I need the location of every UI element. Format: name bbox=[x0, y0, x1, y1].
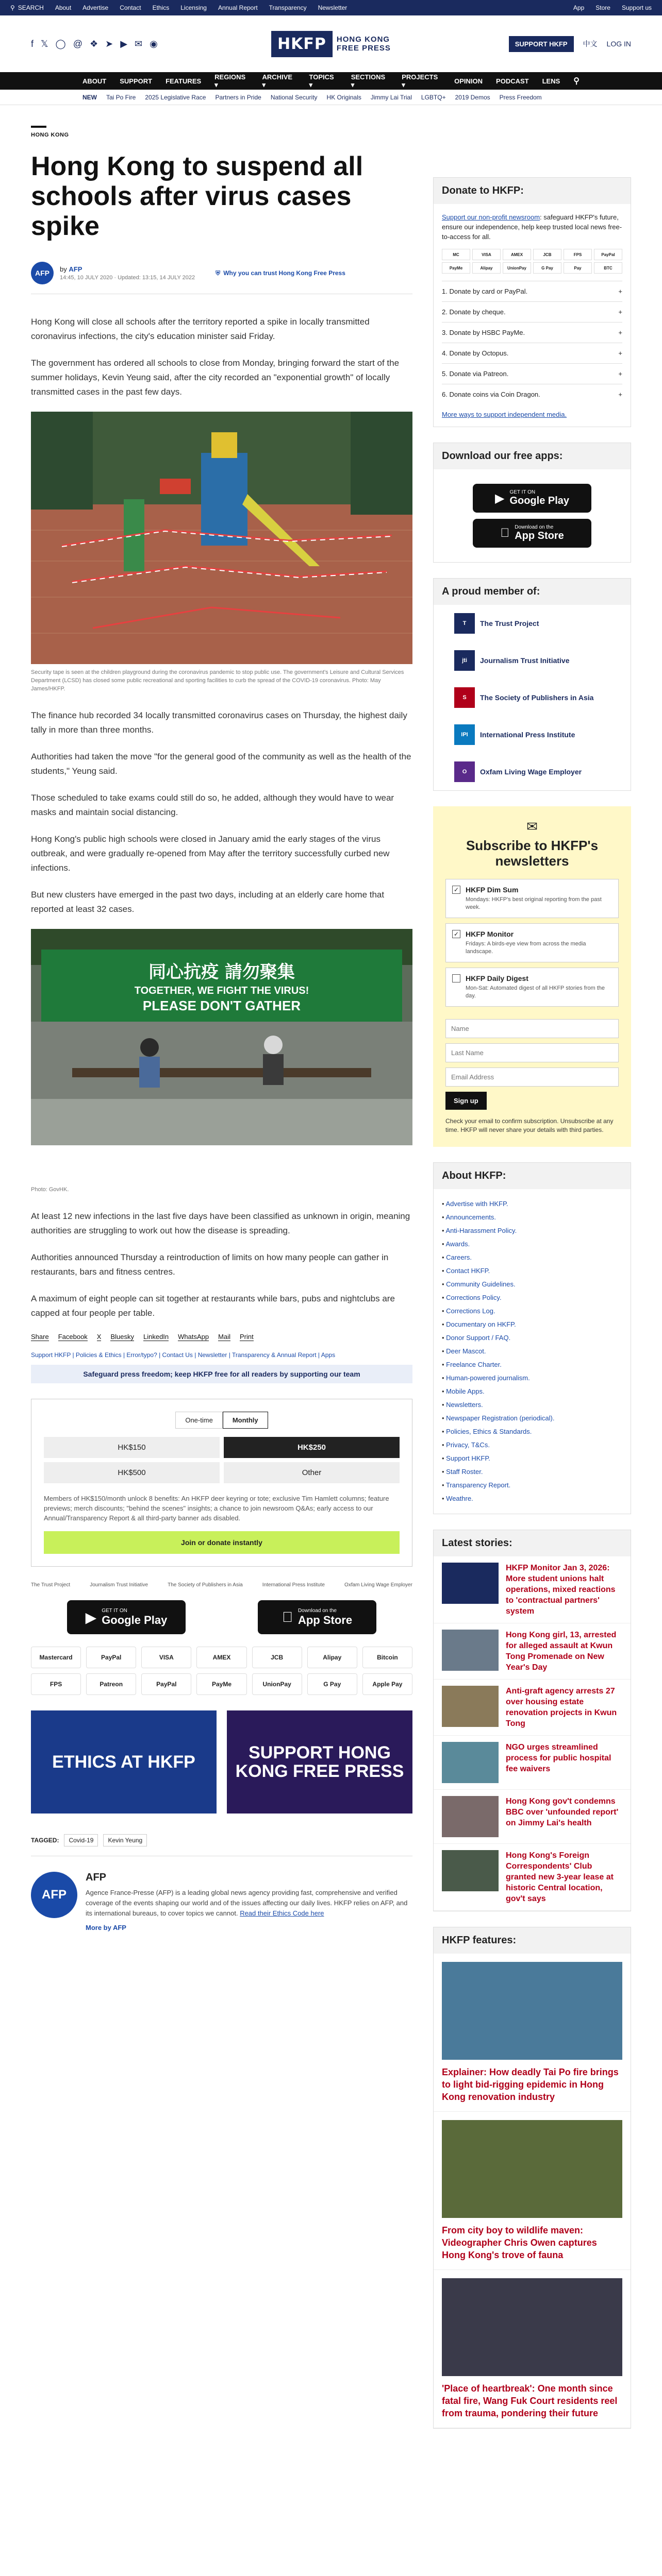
latest-stories-widget bbox=[433, 1530, 631, 1911]
nav-topics[interactable]: TOPICS ▾ bbox=[309, 73, 334, 89]
sub-nav-item[interactable]: Press Freedom bbox=[499, 93, 542, 101]
about-link[interactable]: • Staff Roster. bbox=[442, 1465, 622, 1479]
apple-icon bbox=[282, 1609, 293, 1625]
plus-icon: + bbox=[618, 370, 622, 378]
site-header bbox=[0, 15, 662, 72]
payment-logo[interactable]: Bitcoin bbox=[362, 1647, 412, 1668]
donate-option[interactable]: 4. Donate by Octopus. + bbox=[442, 343, 622, 363]
envelope-icon: ✉ bbox=[526, 819, 538, 834]
feature-image bbox=[442, 2120, 622, 2218]
latest-story[interactable]: HKFP Monitor Jan 3, 2026: More student unions halt operations, mixed reactions to 'contractual partners' system bbox=[434, 1556, 631, 1623]
feature-story[interactable]: From city boy to wildlife maven: Videographer Chris Owen captures Hong Kong's trove of fauna bbox=[434, 2112, 631, 2270]
card-logo: UnionPay bbox=[503, 262, 531, 274]
about-link[interactable]: • Anti-Harassment Policy. bbox=[442, 1224, 622, 1238]
latest-story[interactable]: Hong Kong gov't condemns BBC over 'unfounded report' on Jimmy Lai's health bbox=[434, 1790, 631, 1844]
share-links bbox=[31, 1333, 412, 1341]
payment-logo[interactable]: Apple Pay bbox=[362, 1673, 412, 1695]
amount-option[interactable]: HK$500 bbox=[44, 1462, 220, 1483]
article-photo-banner bbox=[31, 929, 412, 1181]
newsletter-widget bbox=[433, 806, 631, 1147]
partner-logo[interactable]: Journalism Trust Initiative bbox=[90, 1582, 148, 1588]
widget-title: Download our free apps: bbox=[434, 443, 631, 469]
amount-option-selected[interactable]: HK$250 bbox=[224, 1437, 400, 1458]
top-link-newsletter[interactable]: Newsletter bbox=[318, 4, 347, 11]
sign-text-chinese: 同心抗疫 請勿聚集 bbox=[148, 961, 295, 982]
share-mail[interactable]: Mail bbox=[218, 1333, 230, 1341]
paragraph: At least 12 new infections in the last five days have been classified as unknown in origin, meaning authorities are struggling to work out how the disease is spreading. bbox=[31, 1211, 410, 1235]
donate-option[interactable]: 5. Donate via Patreon. + bbox=[442, 363, 622, 384]
ethics-banner[interactable]: ETHICS AT HKFP bbox=[31, 1710, 217, 1814]
x-icon[interactable]: 𝕏 bbox=[41, 38, 48, 49]
tagged-label: TAGGED: bbox=[31, 1837, 59, 1844]
article-footer-links[interactable]: Support HKFP | Policies & Ethics | Error/typo? | Contact Us | Newsletter | Transparency & Annual Report | Apps bbox=[31, 1351, 336, 1359]
paragraph: The government has ordered all schools to close from Monday, bringing forward the start of the summer holidays, Kevin Yeung said, after the city recorded an "exponential growth" of locally transmitted cases in the past few days. bbox=[31, 358, 400, 397]
paragraph: Authorities had taken the move "for the general good of the community as well as the health of the students," Yeung said. bbox=[31, 752, 411, 776]
about-link[interactable]: • Privacy, T&Cs. bbox=[442, 1438, 622, 1452]
nav-search-icon[interactable]: ⚲ bbox=[573, 77, 580, 86]
sub-nav-item[interactable]: Jimmy Lai Trial bbox=[370, 93, 412, 101]
member-logo[interactable]: IPI International Press Institute bbox=[434, 716, 631, 753]
search-icon: ⚲ bbox=[10, 4, 15, 11]
payment-methods bbox=[31, 1647, 412, 1695]
paragraph: Those scheduled to take exams could still do so, he added, although they would have to wear masks and maintain social distancing. bbox=[31, 793, 394, 817]
newsletter-option[interactable]: ✓ HKFP Dim Sum Mondays: HKFP's best original reporting from the past week. bbox=[445, 879, 619, 918]
threads-icon[interactable]: @ bbox=[73, 38, 82, 49]
payment-logo[interactable]: JCB bbox=[252, 1647, 302, 1668]
author-box bbox=[31, 1872, 412, 1931]
more-ways-link[interactable]: More ways to support independent media. bbox=[442, 411, 567, 418]
sidebar-app-store-button[interactable]: Download on the App Store bbox=[473, 519, 591, 548]
payment-logo[interactable]: PayPal bbox=[141, 1673, 191, 1695]
byline bbox=[31, 262, 412, 294]
logo-mark: HKFP bbox=[271, 31, 333, 57]
payment-logo[interactable]: G Pay bbox=[307, 1673, 357, 1695]
sub-nav-item[interactable]: LGBTQ+ bbox=[421, 93, 446, 101]
feature-story[interactable]: 'Place of heartbreak': One month since fatal fire, Wang Fuk Court residents reel from trauma, pondering their future bbox=[434, 2270, 631, 2428]
newsletter-checkbox[interactable] bbox=[452, 974, 460, 982]
about-widget bbox=[433, 1162, 631, 1514]
main-nav bbox=[0, 72, 662, 90]
widget-title: Donate to HKFP: bbox=[434, 178, 631, 204]
features-widget bbox=[433, 1927, 631, 2429]
author-box-avatar[interactable]: AFP bbox=[31, 1872, 77, 1918]
more-by-author-link[interactable]: More by AFP bbox=[86, 1924, 126, 1931]
support-hkfp-button[interactable]: SUPPORT HKFP bbox=[509, 36, 574, 52]
nav-regions[interactable]: REGIONS ▾ bbox=[214, 73, 246, 89]
story-thumbnail bbox=[442, 1796, 499, 1837]
story-thumbnail bbox=[442, 1563, 499, 1604]
donate-widget: Donate to HKFP: Support our non-profit newsroom: safeguard HKFP's future, ensure our independence, help keep trusted local news free-to-access for all. MC VISA AMEX JCB FPS PayPal PayMe Alipay UnionPay G Pay Pay BTC 1. Donate by card or PayPal. + 2. Donate by cheque. + 3. Donate by HSBC PayMe. + 4. Donate by Octopus. + 5. Donate via Patreon. + 6. Donate coins via Coin Dragon. + More ways to support independent media. bbox=[433, 177, 631, 427]
language-link[interactable]: 中文 bbox=[583, 40, 598, 48]
top-search[interactable]: ⚲ SEARCH bbox=[10, 4, 44, 11]
top-link-licensing[interactable]: Licensing bbox=[180, 4, 207, 11]
about-link[interactable]: • Policies, Ethics & Standards. bbox=[442, 1425, 622, 1438]
partner-logo[interactable]: The Trust Project bbox=[31, 1582, 71, 1588]
article-photo-playground bbox=[31, 412, 412, 664]
trust-project-icon: T bbox=[454, 613, 475, 634]
name-input[interactable] bbox=[445, 1019, 619, 1038]
widget-title: Latest stories: bbox=[434, 1530, 631, 1556]
payment-logo[interactable]: PayMe bbox=[196, 1673, 246, 1695]
member-logo[interactable]: T The Trust Project bbox=[434, 605, 631, 642]
donate-option[interactable]: 2. Donate by cheque. + bbox=[442, 301, 622, 322]
ipi-icon: IPI bbox=[454, 724, 475, 745]
payment-logo[interactable]: FPS bbox=[31, 1673, 81, 1695]
paragraph: The finance hub recorded 34 locally transmitted coronavirus cases on Thursday, the highest daily tally in more than three months. bbox=[31, 710, 407, 735]
sidebar bbox=[433, 105, 631, 2444]
about-link[interactable]: • Contact HKFP. bbox=[442, 1264, 622, 1278]
widget-title: About HKFP: bbox=[434, 1163, 631, 1189]
apps-widget bbox=[433, 443, 631, 563]
story-thumbnail bbox=[442, 1850, 499, 1891]
top-link-annual-report[interactable]: Annual Report bbox=[218, 4, 258, 11]
paragraph: Hong Kong will close all schools after the territory reported a spike in locally transmitted coronavirus infections, the city's education minister said Friday. bbox=[31, 317, 370, 341]
nav-podcast[interactable]: PODCAST bbox=[496, 77, 529, 85]
about-link[interactable]: • Transparency Report. bbox=[442, 1479, 622, 1492]
payment-logo[interactable]: Mastercard bbox=[31, 1647, 81, 1668]
section-label[interactable]: HONG KONG bbox=[31, 132, 69, 138]
google-play-icon: ▶ bbox=[494, 491, 505, 505]
newsletter-checkbox[interactable]: ✓ bbox=[452, 930, 460, 938]
google-play-icon: ▶ bbox=[85, 1609, 97, 1625]
site-logo[interactable] bbox=[271, 31, 391, 57]
shield-icon: ⛨ bbox=[216, 269, 221, 277]
card-logo: MC bbox=[442, 249, 470, 260]
payment-logo[interactable]: AMEX bbox=[196, 1647, 246, 1668]
article bbox=[31, 105, 412, 2444]
payment-logo[interactable]: VISA bbox=[141, 1647, 191, 1668]
card-logo: VISA bbox=[472, 249, 501, 260]
card-logo: G Pay bbox=[533, 262, 561, 274]
story-thumbnail bbox=[442, 1742, 499, 1783]
card-logo: FPS bbox=[564, 249, 592, 260]
share-facebook[interactable]: Facebook bbox=[58, 1333, 88, 1341]
signup-button[interactable]: Sign up bbox=[445, 1092, 487, 1110]
about-link[interactable]: • Freelance Charter. bbox=[442, 1358, 622, 1371]
author-link[interactable]: AFP bbox=[69, 265, 82, 273]
about-link[interactable]: • Human-powered journalism. bbox=[442, 1371, 622, 1385]
card-logo: JCB bbox=[533, 249, 561, 260]
top-link-support[interactable]: Support us bbox=[621, 4, 652, 11]
top-link-transparency[interactable]: Transparency bbox=[269, 4, 307, 11]
promo-banners bbox=[31, 1710, 412, 1814]
about-link[interactable]: • Corrections Policy. bbox=[442, 1291, 622, 1304]
member-logo[interactable]: jti Journalism Trust Initiative bbox=[434, 642, 631, 679]
nav-opinion[interactable]: OPINION bbox=[454, 77, 483, 85]
story-thumbnail bbox=[442, 1630, 499, 1671]
sub-nav-item[interactable]: National Security bbox=[270, 93, 318, 101]
google-play-button[interactable]: ▶ GET IT ON Google Play bbox=[67, 1600, 186, 1634]
latest-story[interactable]: Hong Kong girl, 13, arrested for alleged assault at Kwun Tong Promenade on New Year's Day bbox=[434, 1623, 631, 1680]
nav-sections[interactable]: SECTIONS ▾ bbox=[351, 73, 386, 89]
jti-icon: jti bbox=[454, 650, 475, 671]
share-linkedin[interactable]: LinkedIn bbox=[143, 1333, 169, 1341]
sub-nav-item[interactable]: 2019 Demos bbox=[455, 93, 490, 101]
plus-icon: + bbox=[618, 287, 622, 295]
tag-chip[interactable]: Kevin Yeung bbox=[103, 1834, 147, 1846]
nav-projects[interactable]: PROJECTS ▾ bbox=[402, 73, 438, 89]
frequency-toggle bbox=[44, 1412, 400, 1429]
about-link[interactable]: • Weathre. bbox=[442, 1492, 622, 1505]
monthly-option[interactable]: Monthly bbox=[223, 1412, 268, 1429]
article-dates: 14:45, 10 JULY 2020 · Updated: 13:15, 14 JULY 2022 bbox=[60, 275, 195, 281]
payment-logo[interactable]: PayPal bbox=[86, 1647, 136, 1668]
story-thumbnail bbox=[442, 1686, 499, 1727]
nav-about[interactable]: ABOUT bbox=[82, 77, 107, 85]
plus-icon: + bbox=[618, 391, 622, 398]
newsletter-note: Check your email to confirm subscription. Unsubscribe at any time. HKFP will never share your details with third parties. bbox=[445, 1117, 614, 1133]
support-banner[interactable]: SUPPORT HONG KONG FREE PRESS bbox=[227, 1710, 412, 1814]
share-label: Share bbox=[31, 1333, 49, 1341]
email-icon[interactable]: ✉ bbox=[135, 38, 143, 49]
partner-logo[interactable]: The Society of Publishers in Asia bbox=[168, 1582, 243, 1588]
widget-title: A proud member of: bbox=[434, 579, 631, 605]
kicker-bar bbox=[31, 126, 46, 128]
share-print[interactable]: Print bbox=[239, 1333, 254, 1341]
apple-icon bbox=[500, 526, 509, 540]
payment-logo[interactable]: Patreon bbox=[86, 1673, 136, 1695]
card-logo: AMEX bbox=[503, 249, 531, 260]
sub-nav-new-label: NEW bbox=[82, 93, 97, 101]
sub-nav bbox=[0, 90, 662, 105]
sub-nav-item[interactable]: Tai Po Fire bbox=[106, 93, 136, 101]
sub-nav-item[interactable]: Partners in Pride bbox=[215, 93, 261, 101]
rss-icon[interactable]: ◉ bbox=[150, 38, 158, 49]
about-link[interactable]: • Community Guidelines. bbox=[442, 1278, 622, 1291]
support-newsroom-link[interactable]: Support our non-profit newsroom bbox=[442, 213, 540, 221]
plus-icon: + bbox=[618, 349, 622, 357]
email-input[interactable] bbox=[445, 1067, 619, 1087]
top-link-app[interactable]: App bbox=[573, 4, 585, 11]
about-link[interactable]: • Support HKFP. bbox=[442, 1452, 622, 1465]
photo-caption: Photo: GovHK. bbox=[31, 1187, 69, 1193]
latest-story[interactable]: NGO urges streamlined process for public hospital fee waivers bbox=[434, 1736, 631, 1790]
about-link[interactable]: • Mobile Apps. bbox=[442, 1385, 622, 1398]
share-x[interactable]: X bbox=[96, 1333, 102, 1341]
newsletter-option[interactable]: HKFP Daily Digest Mon-Sat: Automated digest of all HKFP stories from the day. bbox=[445, 968, 619, 1007]
nav-archive[interactable]: ARCHIVE ▾ bbox=[262, 73, 293, 89]
facebook-icon[interactable]: f bbox=[31, 38, 34, 49]
donation-box bbox=[31, 1399, 412, 1567]
partner-logo[interactable]: International Press Institute bbox=[262, 1582, 325, 1588]
sidebar-google-play-button[interactable]: ▶ GET IT ON Google Play bbox=[473, 484, 591, 513]
tags-row bbox=[31, 1834, 412, 1856]
join-donate-button[interactable]: Join or donate instantly bbox=[44, 1531, 400, 1554]
feature-story[interactable]: Explainer: How deadly Tai Po fire brings to light bid-rigging epidemic in Hong Kong renovation industry bbox=[434, 1954, 631, 2112]
about-link[interactable]: • Awards. bbox=[442, 1238, 622, 1251]
trust-link[interactable]: ⛨ Why you can trust Hong Kong Free Press bbox=[216, 269, 345, 277]
payment-logo[interactable]: UnionPay bbox=[252, 1673, 302, 1695]
one-time-option[interactable]: One-time bbox=[175, 1412, 222, 1429]
sub-nav-item[interactable]: 2025 Legislative Race bbox=[145, 93, 206, 101]
instagram-icon[interactable]: ◯ bbox=[55, 38, 66, 49]
card-logo: PayMe bbox=[442, 262, 470, 274]
donate-card-logos bbox=[442, 249, 622, 274]
top-link-ethics[interactable]: Ethics bbox=[152, 4, 170, 11]
about-link[interactable]: • Announcements. bbox=[442, 1211, 622, 1224]
feature-image bbox=[442, 1962, 622, 2060]
membership-description: Members of HK$150/month unlock 8 benefits: An HKFP deer keyring or tote; exclusive Tim Hamlett columns; feature previews; merch discounts; "behind the scenes" insights; a chance to join newsroom Q&As; early access to our Annual/Transparency Report & all third-party banner ads disabled. bbox=[44, 1495, 389, 1522]
card-logo: Pay bbox=[564, 262, 592, 274]
amount-option[interactable]: HK$150 bbox=[44, 1437, 220, 1458]
telegram-icon[interactable]: ➤ bbox=[105, 38, 113, 49]
plus-icon: + bbox=[618, 329, 622, 336]
donate-option[interactable]: 1. Donate by card or PayPal. + bbox=[442, 281, 622, 301]
oxfam-icon: O bbox=[454, 761, 475, 782]
safeguard-banner[interactable]: Safeguard press freedom; keep HKFP free for all readers by supporting our team bbox=[31, 1365, 412, 1383]
photo-caption: Security tape is seen at the children playground during the coronavirus pandemic to stop public use. The government's Leisure and Cultural Services Department (LCSD) has closed some public recreational and sporting facilities to curb the spread of the COVID-19 coronavirus. Photo: May James/HKFP. bbox=[31, 669, 404, 692]
youtube-icon[interactable]: ▶ bbox=[120, 38, 128, 49]
app-store-button[interactable]: Download on the App Store bbox=[258, 1600, 376, 1634]
about-link[interactable]: • Newsletters. bbox=[442, 1398, 622, 1412]
about-link[interactable]: • Corrections Log. bbox=[442, 1304, 622, 1318]
about-link[interactable]: • Advertise with HKFP. bbox=[442, 1197, 622, 1211]
top-link-contact[interactable]: Contact bbox=[120, 4, 141, 11]
newsletter-checkbox[interactable]: ✓ bbox=[452, 886, 460, 894]
donate-option[interactable]: 3. Donate by HSBC PayMe. + bbox=[442, 322, 622, 343]
donate-option[interactable]: 6. Donate coins via Coin Dragon. + bbox=[442, 384, 622, 404]
about-link[interactable]: • Donor Support / FAQ. bbox=[442, 1331, 622, 1345]
partner-logos bbox=[31, 1582, 412, 1588]
partner-logo[interactable]: Oxfam Living Wage Employer bbox=[344, 1582, 412, 1588]
top-link-advertise[interactable]: Advertise bbox=[82, 4, 109, 11]
top-utility-bar bbox=[0, 0, 662, 15]
sub-nav-item[interactable]: HK Originals bbox=[326, 93, 361, 101]
sopa-icon: S bbox=[454, 687, 475, 708]
share-whatsapp[interactable]: WhatsApp bbox=[178, 1333, 209, 1341]
social-links bbox=[31, 39, 158, 49]
top-link-store[interactable]: Store bbox=[595, 4, 610, 11]
ethics-code-link[interactable]: Read their Ethics Code here bbox=[240, 1909, 324, 1917]
nav-support[interactable]: SUPPORT bbox=[120, 77, 153, 85]
plus-icon: + bbox=[618, 308, 622, 316]
widget-title: HKFP features: bbox=[434, 1927, 631, 1954]
nav-lens[interactable]: LENS bbox=[542, 77, 560, 85]
amount-option-other[interactable]: Other bbox=[224, 1462, 400, 1483]
app-store-buttons bbox=[31, 1600, 412, 1634]
about-link[interactable]: • Careers. bbox=[442, 1251, 622, 1264]
member-widget bbox=[433, 578, 631, 791]
sign-text-english: TOGETHER, WE FIGHT THE VIRUS! bbox=[134, 985, 309, 996]
share-bluesky[interactable]: Bluesky bbox=[110, 1333, 134, 1341]
author-avatar[interactable]: AFP bbox=[31, 262, 54, 284]
playground-photo bbox=[31, 412, 412, 664]
byline-prefix: by bbox=[60, 265, 67, 273]
article-title: Hong Kong to suspend all schools after virus cases spike bbox=[31, 151, 363, 241]
author-box-name[interactable]: AFP bbox=[86, 1872, 106, 1883]
payment-logo[interactable]: Alipay bbox=[307, 1647, 357, 1668]
latest-story[interactable]: Anti-graft agency arrests 27 over housing estate renovation projects in Kwun Tong bbox=[434, 1680, 631, 1736]
latest-story[interactable]: Hong Kong's Foreign Correspondents' Club granted new 3-year lease at historic Central location, gov't says bbox=[434, 1844, 631, 1911]
author-bio: Agence France-Presse (AFP) is a leading global news agency providing fast, comprehensive and verified coverage of the events shaping our world and of the issues affecting our daily lives. HKFP relies on AFP, and its international bureaus, to cover topics we cannot. bbox=[86, 1889, 408, 1917]
card-logo: BTC bbox=[594, 262, 622, 274]
newsletter-option[interactable]: ✓ HKFP Monitor Fridays: A birds-eye view from across the media landscape. bbox=[445, 923, 619, 962]
sign-text-english-2: PLEASE DON'T GATHER bbox=[142, 997, 301, 1013]
paragraph: Authorities announced Thursday a reintroduction of limits on how many people can gather in restaurants, bars and fitness centres. bbox=[31, 1252, 389, 1277]
last-name-input[interactable] bbox=[445, 1043, 619, 1062]
login-link[interactable]: LOG IN bbox=[606, 40, 631, 48]
about-link[interactable]: • Deer Mascot. bbox=[442, 1345, 622, 1358]
paragraph: Hong Kong's public high schools were closed in January amid the early stages of the virus outbreak, and were gradually re-opened from May after the territory successfully curbed new infections. bbox=[31, 834, 390, 873]
about-link[interactable]: • Newspaper Registration (periodical). bbox=[442, 1412, 622, 1425]
nav-features[interactable]: FEATURES bbox=[166, 77, 202, 85]
member-logo[interactable]: S The Society of Publishers in Asia bbox=[434, 679, 631, 716]
feature-image bbox=[442, 2278, 622, 2376]
tag-chip[interactable]: Covid-19 bbox=[64, 1834, 98, 1846]
amount-options bbox=[44, 1437, 400, 1483]
paragraph: But new clusters have emerged in the past two days, including at an elderly care home that reported at least 32 cases. bbox=[31, 890, 385, 914]
member-logo[interactable]: O Oxfam Living Wage Employer bbox=[434, 753, 631, 790]
about-link[interactable]: • Documentary on HKFP. bbox=[442, 1318, 622, 1331]
paragraph: A maximum of eight people can sit together at restaurants while bars, pubs and nightclubs are capped at four people per table. bbox=[31, 1294, 395, 1318]
top-link-about[interactable]: About bbox=[55, 4, 72, 11]
about-links bbox=[434, 1189, 631, 1514]
bluesky-icon[interactable]: ❖ bbox=[89, 38, 98, 49]
logo-line-1: HONG KONG bbox=[336, 35, 390, 44]
logo-line-2: FREE PRESS bbox=[336, 44, 391, 53]
card-logo: PayPal bbox=[594, 249, 622, 260]
card-logo: Alipay bbox=[472, 262, 501, 274]
newsletter-title: Subscribe to HKFP's newsletters bbox=[466, 838, 599, 869]
